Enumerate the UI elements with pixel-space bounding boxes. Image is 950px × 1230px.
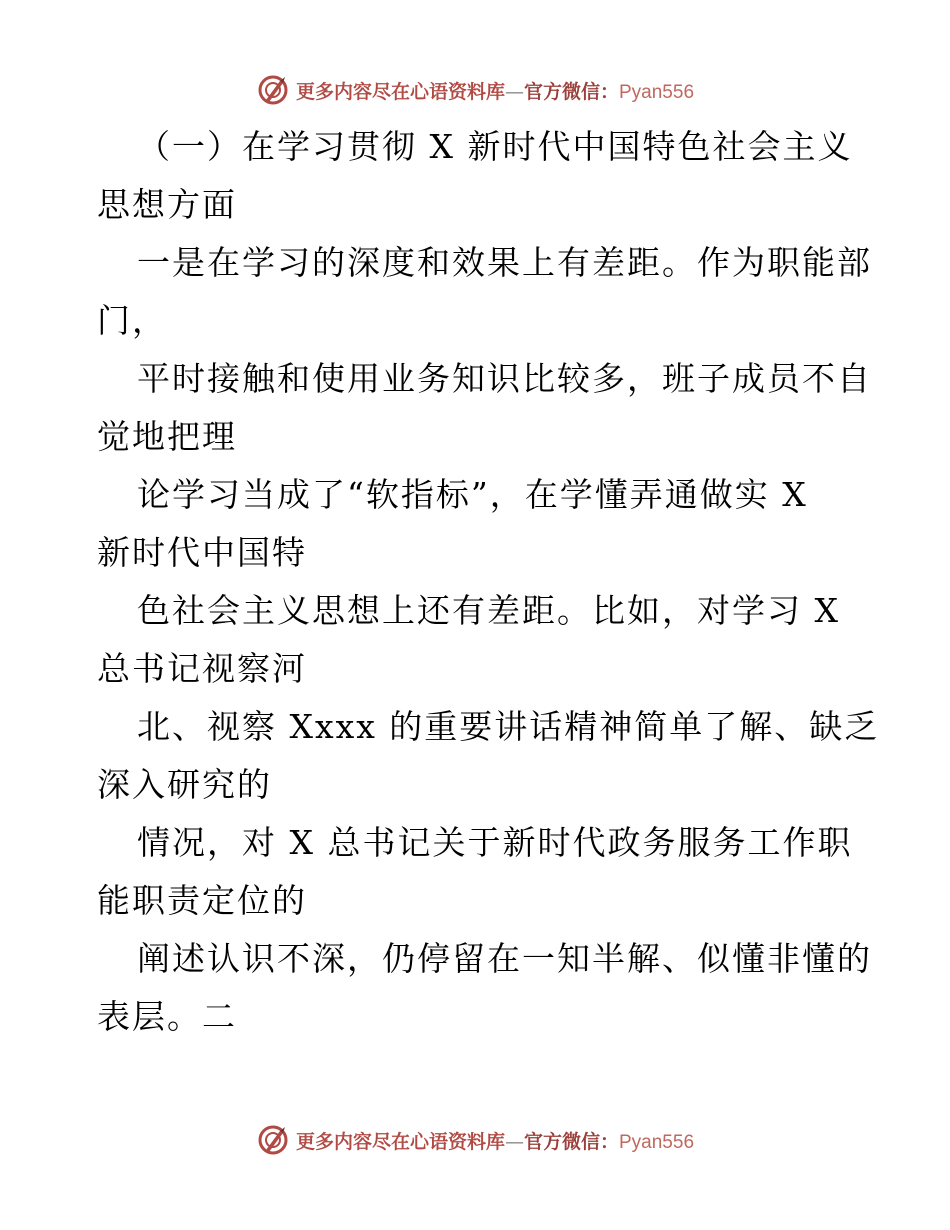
watermark-separator: —: [504, 1130, 524, 1153]
watermark-wechat-id: Pyan556: [619, 81, 695, 103]
watermark-main-text: 更多内容尽在心语资料库: [295, 1130, 505, 1153]
body-line: 阐述认识不深，仍停留在一知半解、似懂非懂的: [137, 939, 872, 978]
body-line: 色社会主义思想上还有差距。比如，对学习 X: [137, 591, 840, 630]
body-line: 觉地把理: [97, 417, 237, 456]
footer-watermark: [0, 1120, 950, 1160]
watermark-text: [296, 77, 694, 104]
watermark-sub-text: 官方微信：: [523, 1130, 619, 1153]
quill-pen-circle-icon: [256, 1123, 290, 1157]
body-line: 表层。二: [97, 997, 237, 1036]
body-line: 门，: [97, 301, 167, 340]
quill-pen-circle-icon: [256, 73, 290, 107]
watermark-wechat-id: Pyan556: [619, 1131, 695, 1153]
document-body: [97, 118, 880, 1046]
body-line: （一）在学习贯彻 X 新时代中国特色社会主义: [137, 127, 853, 166]
watermark-separator: —: [504, 80, 524, 103]
header-watermark: [0, 70, 950, 110]
body-line: 北、视察 Xxxx 的重要讲话精神简单了解、缺乏: [137, 707, 880, 746]
body-line: 情况，对 X 总书记关于新时代政务服务工作职: [137, 823, 853, 862]
watermark-main-text: 更多内容尽在心语资料库: [295, 80, 505, 103]
body-line: 新时代中国特: [97, 533, 307, 572]
watermark-sub-text: 官方微信：: [523, 80, 619, 103]
body-line: 一是在学习的深度和效果上有差距。作为职能部: [137, 243, 872, 282]
body-line: 深入研究的: [97, 765, 272, 804]
body-line: 能职责定位的: [97, 881, 307, 920]
body-line: 思想方面: [97, 185, 237, 224]
body-line: 论学习当成了“软指标”，在学懂弄通做实 X: [137, 475, 808, 514]
body-line: 平时接触和使用业务知识比较多，班子成员不自: [137, 359, 872, 398]
watermark-text: [296, 1127, 694, 1154]
body-line: 总书记视察河: [97, 649, 307, 688]
